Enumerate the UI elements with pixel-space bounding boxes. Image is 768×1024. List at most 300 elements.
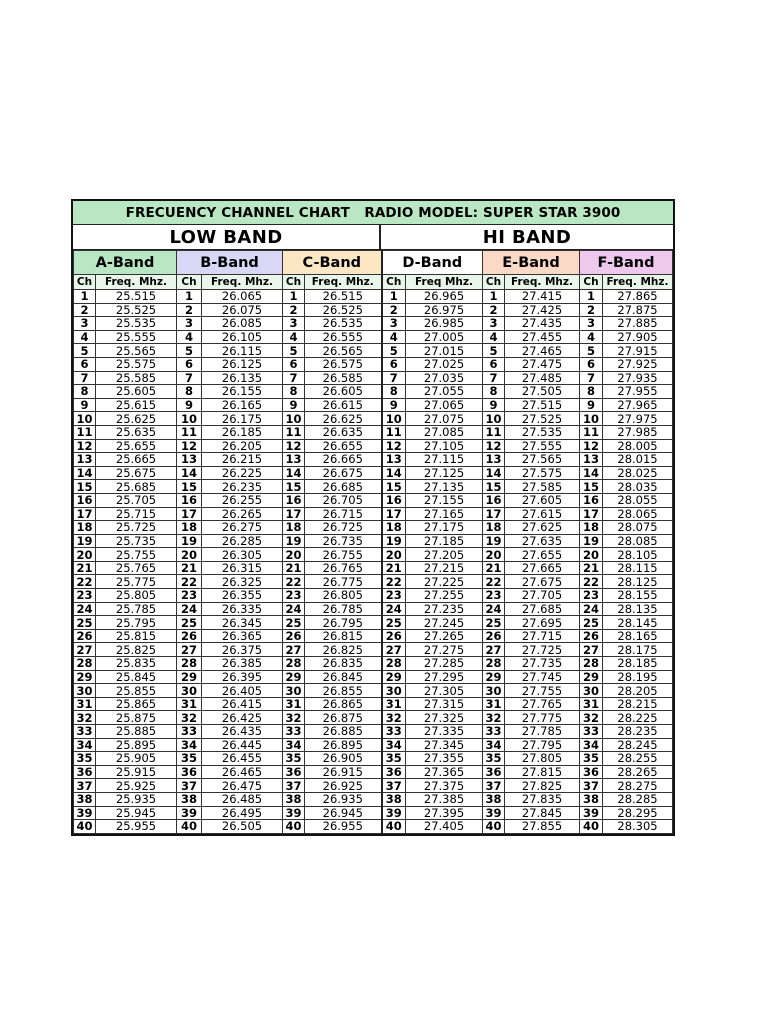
channel-number: 4 xyxy=(580,330,603,344)
channel-number: 22 xyxy=(580,575,603,589)
channel-number: 11 xyxy=(382,425,406,439)
channel-number: 34 xyxy=(483,738,505,752)
frequency-value: 26.775 xyxy=(305,575,382,589)
channel-number: 18 xyxy=(177,521,202,535)
channel-number: 10 xyxy=(177,412,202,426)
frequency-value: 26.565 xyxy=(305,344,382,358)
frequency-value: 26.795 xyxy=(305,616,382,630)
frequency-value: 26.705 xyxy=(305,493,382,507)
channel-number: 31 xyxy=(74,697,96,711)
channel-number: 10 xyxy=(483,412,505,426)
frequency-value: 27.185 xyxy=(406,534,483,548)
table-row xyxy=(74,534,673,548)
channel-number: 2 xyxy=(382,303,406,317)
channel-number: 15 xyxy=(382,480,406,494)
channel-number: 32 xyxy=(177,711,202,725)
channel-number: 5 xyxy=(382,344,406,358)
frequency-value: 27.565 xyxy=(505,453,580,467)
channel-number: 14 xyxy=(382,466,406,480)
channel-number: 19 xyxy=(382,534,406,548)
frequency-value: 26.135 xyxy=(202,371,283,385)
frequency-value: 28.225 xyxy=(603,711,673,725)
frequency-value: 25.835 xyxy=(96,657,177,671)
frequency-value: 27.285 xyxy=(406,657,483,671)
channel-number: 13 xyxy=(382,453,406,467)
channel-number: 33 xyxy=(177,725,202,739)
frequency-value: 26.815 xyxy=(305,629,382,643)
channel-number: 32 xyxy=(74,711,96,725)
channel-number: 35 xyxy=(177,752,202,766)
frequency-value: 28.015 xyxy=(603,453,673,467)
frequency-value: 27.025 xyxy=(406,357,483,371)
table-row xyxy=(74,657,673,671)
channel-number: 16 xyxy=(74,493,96,507)
frequency-value: 27.795 xyxy=(505,738,580,752)
frequency-value: 25.935 xyxy=(96,792,177,806)
channel-number: 18 xyxy=(483,521,505,535)
frequency-value: 26.895 xyxy=(305,738,382,752)
frequency-value: 26.265 xyxy=(202,507,283,521)
channel-number: 9 xyxy=(483,398,505,412)
frequency-value: 25.865 xyxy=(96,697,177,711)
frequency-value: 25.635 xyxy=(96,425,177,439)
frequency-value: 28.105 xyxy=(603,548,673,562)
frequency-value: 28.295 xyxy=(603,806,673,820)
channel-number: 13 xyxy=(74,453,96,467)
frequency-value: 27.875 xyxy=(603,303,673,317)
channel-number: 28 xyxy=(74,657,96,671)
table-row xyxy=(74,317,673,331)
frequency-value: 26.955 xyxy=(305,820,382,834)
frequency-value: 27.035 xyxy=(406,371,483,385)
channel-number: 36 xyxy=(580,765,603,779)
frequency-value: 27.345 xyxy=(406,738,483,752)
channel-number: 16 xyxy=(177,493,202,507)
frequency-value: 26.735 xyxy=(305,534,382,548)
channel-number: 29 xyxy=(74,670,96,684)
table-row xyxy=(74,548,673,562)
table-row xyxy=(74,643,673,657)
table-row xyxy=(74,493,673,507)
table-row xyxy=(74,330,673,344)
channel-number: 28 xyxy=(382,657,406,671)
channel-number: 12 xyxy=(483,439,505,453)
frequency-value: 26.885 xyxy=(305,725,382,739)
channel-number: 12 xyxy=(382,439,406,453)
table-row xyxy=(74,303,673,317)
channel-number: 33 xyxy=(382,725,406,739)
channel-number: 4 xyxy=(283,330,305,344)
frequency-value: 27.845 xyxy=(505,806,580,820)
table-row xyxy=(74,589,673,603)
frequency-value: 25.825 xyxy=(96,643,177,657)
channel-number: 6 xyxy=(483,357,505,371)
channel-number: 7 xyxy=(74,371,96,385)
frequency-value: 26.935 xyxy=(305,792,382,806)
frequency-value: 26.435 xyxy=(202,725,283,739)
channel-number: 30 xyxy=(283,684,305,698)
channel-number: 7 xyxy=(177,371,202,385)
channel-number: 21 xyxy=(177,561,202,575)
channel-number: 28 xyxy=(177,657,202,671)
frequency-value: 25.775 xyxy=(96,575,177,589)
table-row xyxy=(74,507,673,521)
channel-number: 36 xyxy=(382,765,406,779)
table-row xyxy=(74,684,673,698)
channel-number: 15 xyxy=(283,480,305,494)
channel-number: 8 xyxy=(580,385,603,399)
channel-number: 33 xyxy=(283,725,305,739)
channel-number: 29 xyxy=(177,670,202,684)
frequency-value: 27.735 xyxy=(505,657,580,671)
channel-number: 6 xyxy=(580,357,603,371)
frequency-value: 26.665 xyxy=(305,453,382,467)
frequency-value: 26.485 xyxy=(202,792,283,806)
frequency-value: 27.135 xyxy=(406,480,483,494)
band-header-e: E-Band xyxy=(483,251,580,275)
frequency-value: 27.215 xyxy=(406,561,483,575)
frequency-value: 27.485 xyxy=(505,371,580,385)
frequency-value: 25.805 xyxy=(96,589,177,603)
frequency-value: 27.575 xyxy=(505,466,580,480)
channel-number: 26 xyxy=(74,629,96,643)
channel-number: 31 xyxy=(580,697,603,711)
channel-number: 1 xyxy=(382,290,406,304)
frequency-value: 26.225 xyxy=(202,466,283,480)
channel-number: 19 xyxy=(283,534,305,548)
channel-number: 21 xyxy=(580,561,603,575)
channel-number: 27 xyxy=(483,643,505,657)
channel-number: 8 xyxy=(177,385,202,399)
frequency-value: 27.075 xyxy=(406,412,483,426)
frequency-value: 27.985 xyxy=(603,425,673,439)
frequency-value: 27.555 xyxy=(505,439,580,453)
channel-number: 25 xyxy=(283,616,305,630)
channel-number: 29 xyxy=(580,670,603,684)
channel-number: 39 xyxy=(283,806,305,820)
channel-number: 27 xyxy=(74,643,96,657)
channel-number: 23 xyxy=(382,589,406,603)
frequency-value: 26.845 xyxy=(305,670,382,684)
channel-number: 2 xyxy=(580,303,603,317)
frequency-value: 27.765 xyxy=(505,697,580,711)
frequency-value: 26.835 xyxy=(305,657,382,671)
channel-number: 5 xyxy=(580,344,603,358)
frequency-value: 27.775 xyxy=(505,711,580,725)
frequency-value: 28.085 xyxy=(603,534,673,548)
frequency-value: 26.475 xyxy=(202,779,283,793)
channel-number: 21 xyxy=(382,561,406,575)
channel-number: 27 xyxy=(283,643,305,657)
frequency-value: 26.785 xyxy=(305,602,382,616)
table-row xyxy=(74,412,673,426)
frequency-value: 27.505 xyxy=(505,385,580,399)
frequency-value: 26.605 xyxy=(305,385,382,399)
channel-number: 21 xyxy=(283,561,305,575)
frequency-value: 26.335 xyxy=(202,602,283,616)
col-header-freq: Freq Mhz. xyxy=(406,275,483,290)
channel-number: 40 xyxy=(382,820,406,834)
channel-number: 39 xyxy=(74,806,96,820)
channel-number: 34 xyxy=(74,738,96,752)
frequency-value: 27.755 xyxy=(505,684,580,698)
frequency-value: 27.205 xyxy=(406,548,483,562)
channel-number: 6 xyxy=(283,357,305,371)
channel-number: 16 xyxy=(283,493,305,507)
frequency-value: 27.885 xyxy=(603,317,673,331)
channel-number: 35 xyxy=(580,752,603,766)
frequency-value: 26.455 xyxy=(202,752,283,766)
channel-number: 30 xyxy=(580,684,603,698)
channel-number: 37 xyxy=(177,779,202,793)
col-header-ch: Ch xyxy=(177,275,202,290)
channel-number: 6 xyxy=(177,357,202,371)
band-group-row xyxy=(73,225,673,250)
frequency-value: 25.675 xyxy=(96,466,177,480)
frequency-value: 27.515 xyxy=(505,398,580,412)
channel-number: 9 xyxy=(177,398,202,412)
frequency-value: 26.395 xyxy=(202,670,283,684)
frequency-value: 27.665 xyxy=(505,561,580,575)
table-row xyxy=(74,629,673,643)
channel-number: 7 xyxy=(483,371,505,385)
channel-number: 35 xyxy=(74,752,96,766)
channel-number: 35 xyxy=(283,752,305,766)
frequency-value: 26.115 xyxy=(202,344,283,358)
channel-number: 23 xyxy=(74,589,96,603)
channel-number: 38 xyxy=(483,792,505,806)
frequency-value: 27.275 xyxy=(406,643,483,657)
channel-number: 19 xyxy=(177,534,202,548)
channel-number: 23 xyxy=(283,589,305,603)
frequency-value: 26.575 xyxy=(305,357,382,371)
channel-number: 5 xyxy=(483,344,505,358)
frequency-value: 26.725 xyxy=(305,521,382,535)
channel-number: 24 xyxy=(74,602,96,616)
channel-number: 8 xyxy=(382,385,406,399)
channel-number: 2 xyxy=(74,303,96,317)
frequency-value: 25.765 xyxy=(96,561,177,575)
channel-number: 29 xyxy=(382,670,406,684)
frequency-value: 27.815 xyxy=(505,765,580,779)
channel-number: 6 xyxy=(74,357,96,371)
frequency-value: 27.225 xyxy=(406,575,483,589)
channel-number: 30 xyxy=(74,684,96,698)
frequency-value: 25.605 xyxy=(96,385,177,399)
frequency-value: 25.535 xyxy=(96,317,177,331)
frequency-value: 25.655 xyxy=(96,439,177,453)
channel-number: 33 xyxy=(580,725,603,739)
frequency-value: 27.905 xyxy=(603,330,673,344)
table-row xyxy=(74,398,673,412)
channel-number: 26 xyxy=(283,629,305,643)
frequency-value: 26.345 xyxy=(202,616,283,630)
channel-number: 27 xyxy=(580,643,603,657)
channel-number: 30 xyxy=(382,684,406,698)
channel-number: 9 xyxy=(283,398,305,412)
frequency-value: 27.125 xyxy=(406,466,483,480)
channel-number: 34 xyxy=(580,738,603,752)
channel-number: 20 xyxy=(74,548,96,562)
channel-number: 1 xyxy=(177,290,202,304)
table-row xyxy=(74,561,673,575)
frequency-value: 27.295 xyxy=(406,670,483,684)
channel-number: 18 xyxy=(580,521,603,535)
channel-number: 25 xyxy=(382,616,406,630)
frequency-value: 27.265 xyxy=(406,629,483,643)
table-row xyxy=(74,697,673,711)
frequency-value: 26.585 xyxy=(305,371,382,385)
frequency-value: 26.375 xyxy=(202,643,283,657)
table-row xyxy=(74,453,673,467)
table-row xyxy=(74,290,673,304)
frequency-value: 27.355 xyxy=(406,752,483,766)
channel-number: 27 xyxy=(382,643,406,657)
channel-number: 7 xyxy=(580,371,603,385)
channel-number: 29 xyxy=(483,670,505,684)
channel-number: 14 xyxy=(74,466,96,480)
frequency-value: 25.895 xyxy=(96,738,177,752)
frequency-value: 27.675 xyxy=(505,575,580,589)
channel-number: 12 xyxy=(177,439,202,453)
frequency-value: 27.535 xyxy=(505,425,580,439)
hi-band-heading: HI BAND xyxy=(482,226,572,248)
frequency-value: 28.305 xyxy=(603,820,673,834)
channel-number: 26 xyxy=(483,629,505,643)
frequency-value: 27.835 xyxy=(505,792,580,806)
channel-number: 37 xyxy=(382,779,406,793)
frequency-value: 28.145 xyxy=(603,616,673,630)
frequency-value: 26.425 xyxy=(202,711,283,725)
chart-title: FRECUENCY CHANNEL CHART RADIO MODEL: SUPER STAR 3900 xyxy=(73,201,673,225)
frequency-value: 27.855 xyxy=(505,820,580,834)
frequency-value: 27.615 xyxy=(505,507,580,521)
frequency-value: 26.285 xyxy=(202,534,283,548)
frequency-value: 26.615 xyxy=(305,398,382,412)
frequency-value: 25.815 xyxy=(96,629,177,643)
channel-number: 18 xyxy=(74,521,96,535)
frequency-value: 27.165 xyxy=(406,507,483,521)
frequency-value: 26.805 xyxy=(305,589,382,603)
channel-number: 18 xyxy=(283,521,305,535)
channel-number: 37 xyxy=(580,779,603,793)
frequency-value: 28.265 xyxy=(603,765,673,779)
frequency-value: 27.385 xyxy=(406,792,483,806)
channel-number: 9 xyxy=(382,398,406,412)
frequency-value: 26.385 xyxy=(202,657,283,671)
frequency-value: 27.525 xyxy=(505,412,580,426)
channel-number: 15 xyxy=(483,480,505,494)
frequency-value: 26.155 xyxy=(202,385,283,399)
channel-number: 3 xyxy=(382,317,406,331)
channel-number: 38 xyxy=(283,792,305,806)
channel-number: 40 xyxy=(483,820,505,834)
channel-number: 19 xyxy=(74,534,96,548)
channel-number: 8 xyxy=(483,385,505,399)
channel-number: 2 xyxy=(283,303,305,317)
channel-number: 3 xyxy=(177,317,202,331)
frequency-value: 25.555 xyxy=(96,330,177,344)
frequency-value: 27.715 xyxy=(505,629,580,643)
channel-number: 33 xyxy=(483,725,505,739)
frequency-value: 27.365 xyxy=(406,765,483,779)
frequency-value: 26.255 xyxy=(202,493,283,507)
frequency-value: 25.665 xyxy=(96,453,177,467)
frequency-value: 25.785 xyxy=(96,602,177,616)
frequency-value: 27.015 xyxy=(406,344,483,358)
frequency-value: 27.105 xyxy=(406,439,483,453)
frequency-value: 28.235 xyxy=(603,725,673,739)
channel-number: 20 xyxy=(483,548,505,562)
table-row xyxy=(74,425,673,439)
frequency-value: 25.855 xyxy=(96,684,177,698)
frequency-value: 26.555 xyxy=(305,330,382,344)
channel-number: 36 xyxy=(283,765,305,779)
channel-number: 28 xyxy=(580,657,603,671)
channel-number: 38 xyxy=(74,792,96,806)
channel-rows xyxy=(74,290,673,834)
frequency-value: 27.915 xyxy=(603,344,673,358)
frequency-value: 25.875 xyxy=(96,711,177,725)
table-row xyxy=(74,385,673,399)
frequency-value: 25.625 xyxy=(96,412,177,426)
channel-number: 3 xyxy=(483,317,505,331)
channel-number: 1 xyxy=(483,290,505,304)
channel-number: 32 xyxy=(382,711,406,725)
channel-number: 24 xyxy=(382,602,406,616)
channel-number: 17 xyxy=(283,507,305,521)
channel-number: 24 xyxy=(283,602,305,616)
channel-number: 40 xyxy=(177,820,202,834)
channel-number: 37 xyxy=(74,779,96,793)
channel-number: 18 xyxy=(382,521,406,535)
channel-number: 23 xyxy=(177,589,202,603)
table-row xyxy=(74,371,673,385)
channel-number: 21 xyxy=(483,561,505,575)
channel-number: 20 xyxy=(177,548,202,562)
channel-number: 34 xyxy=(177,738,202,752)
frequency-value: 26.175 xyxy=(202,412,283,426)
frequency-value: 26.495 xyxy=(202,806,283,820)
channel-number: 22 xyxy=(283,575,305,589)
frequency-value: 26.075 xyxy=(202,303,283,317)
frequency-value: 26.655 xyxy=(305,439,382,453)
channel-number: 38 xyxy=(382,792,406,806)
channel-number: 31 xyxy=(177,697,202,711)
table-row xyxy=(74,439,673,453)
col-header-ch: Ch xyxy=(74,275,96,290)
frequency-value: 28.025 xyxy=(603,466,673,480)
channel-number: 4 xyxy=(483,330,505,344)
table-row xyxy=(74,765,673,779)
frequency-value: 26.715 xyxy=(305,507,382,521)
table-row xyxy=(74,725,673,739)
frequency-value: 25.725 xyxy=(96,521,177,535)
channel-number: 13 xyxy=(177,453,202,467)
frequency-value: 27.585 xyxy=(505,480,580,494)
channel-number: 9 xyxy=(580,398,603,412)
table-row xyxy=(74,752,673,766)
channel-number: 25 xyxy=(580,616,603,630)
frequency-value: 25.515 xyxy=(96,290,177,304)
frequency-value: 27.065 xyxy=(406,398,483,412)
low-band-heading: LOW BAND xyxy=(73,225,381,249)
channel-number: 34 xyxy=(382,738,406,752)
col-header-freq: Freq. Mhz. xyxy=(505,275,580,290)
channel-number: 39 xyxy=(580,806,603,820)
frequency-value: 26.085 xyxy=(202,317,283,331)
channel-number: 22 xyxy=(177,575,202,589)
